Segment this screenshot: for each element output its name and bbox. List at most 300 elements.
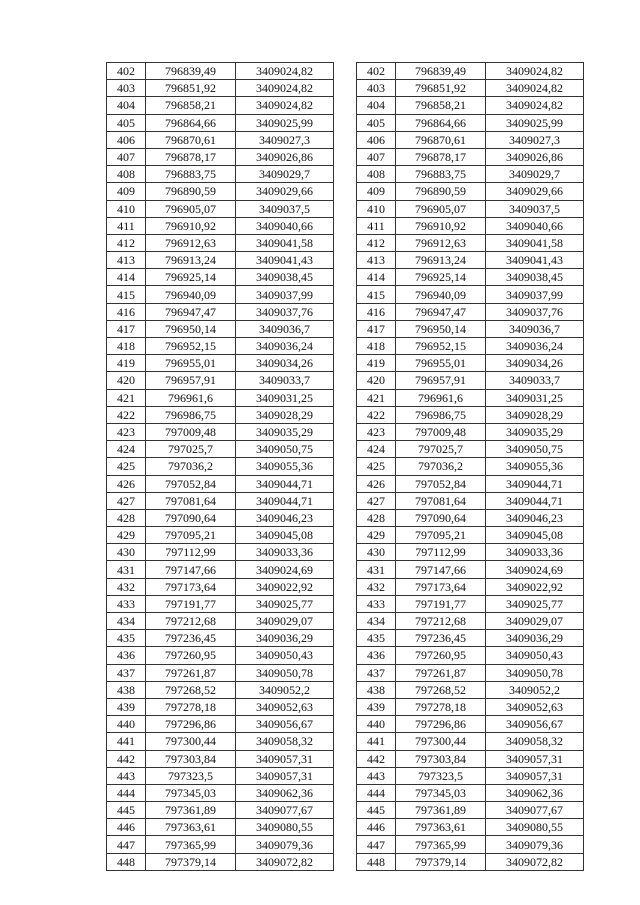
- x-coordinate-cell: 797323,5: [146, 767, 236, 784]
- point-number-cell: 411: [107, 217, 146, 234]
- x-coordinate-cell: 796955,01: [146, 355, 236, 372]
- point-number-cell: 408: [107, 166, 146, 183]
- y-coordinate-cell: 3409056,67: [236, 716, 334, 733]
- y-coordinate-cell: 3409036,24: [486, 338, 584, 355]
- table-row: [357, 303, 584, 320]
- table-row: [357, 441, 584, 458]
- y-coordinate-cell: 3409024,82: [486, 63, 584, 80]
- point-number-cell: 403: [357, 80, 396, 97]
- table-row: [107, 698, 334, 715]
- table-row: [357, 613, 584, 630]
- point-number-cell: 443: [107, 767, 146, 784]
- point-number-cell: 435: [357, 630, 396, 647]
- table-row: [107, 406, 334, 423]
- y-coordinate-cell: 3409035,29: [236, 423, 334, 440]
- y-coordinate-cell: 3409027,3: [486, 131, 584, 148]
- x-coordinate-cell: 797268,52: [396, 681, 486, 698]
- x-coordinate-cell: 796905,07: [396, 200, 486, 217]
- y-coordinate-cell: 3409025,99: [236, 114, 334, 131]
- table-row: [107, 475, 334, 492]
- y-coordinate-cell: 3409024,82: [486, 97, 584, 114]
- x-coordinate-cell: 796870,61: [396, 131, 486, 148]
- point-number-cell: 440: [357, 716, 396, 733]
- y-coordinate-cell: 3409057,31: [486, 750, 584, 767]
- x-coordinate-cell: 796839,49: [396, 63, 486, 80]
- x-coordinate-cell: 797191,77: [396, 595, 486, 612]
- y-coordinate-cell: 3409072,82: [486, 853, 584, 870]
- table-row: [107, 286, 334, 303]
- y-coordinate-cell: 3409031,25: [236, 389, 334, 406]
- y-coordinate-cell: 3409056,67: [486, 716, 584, 733]
- x-coordinate-cell: 797090,64: [146, 509, 236, 526]
- y-coordinate-cell: 3409024,82: [236, 63, 334, 80]
- table-row: [357, 97, 584, 114]
- point-number-cell: 445: [357, 802, 396, 819]
- x-coordinate-cell: 797009,48: [396, 423, 486, 440]
- x-coordinate-cell: 797379,14: [146, 853, 236, 870]
- y-coordinate-cell: 3409029,07: [236, 613, 334, 630]
- y-coordinate-cell: 3409035,29: [486, 423, 584, 440]
- point-number-cell: 405: [357, 114, 396, 131]
- table-row: [107, 492, 334, 509]
- x-coordinate-cell: 796940,09: [396, 286, 486, 303]
- y-coordinate-cell: 3409041,43: [486, 252, 584, 269]
- point-number-cell: 432: [357, 578, 396, 595]
- table-row: [107, 131, 334, 148]
- point-number-cell: 406: [357, 131, 396, 148]
- table-row: [107, 458, 334, 475]
- y-coordinate-cell: 3409057,31: [236, 750, 334, 767]
- point-number-cell: 429: [357, 527, 396, 544]
- point-number-cell: 414: [357, 269, 396, 286]
- point-number-cell: 430: [107, 544, 146, 561]
- x-coordinate-cell: 796961,6: [396, 389, 486, 406]
- x-coordinate-cell: 797147,66: [396, 561, 486, 578]
- table-row: [357, 527, 584, 544]
- table-row: [107, 423, 334, 440]
- point-number-cell: 445: [107, 802, 146, 819]
- y-coordinate-cell: 3409024,82: [236, 97, 334, 114]
- point-number-cell: 430: [357, 544, 396, 561]
- point-number-cell: 428: [107, 509, 146, 526]
- y-coordinate-cell: 3409022,92: [236, 578, 334, 595]
- x-coordinate-cell: 796955,01: [396, 355, 486, 372]
- x-coordinate-cell: 797112,99: [396, 544, 486, 561]
- table-row: [107, 114, 334, 131]
- y-coordinate-cell: 3409058,32: [486, 733, 584, 750]
- y-coordinate-cell: 3409026,86: [236, 148, 334, 165]
- table-row: [107, 784, 334, 801]
- y-coordinate-cell: 3409079,36: [486, 836, 584, 853]
- y-coordinate-cell: 3409037,76: [236, 303, 334, 320]
- point-number-cell: 420: [357, 372, 396, 389]
- point-number-cell: 418: [107, 338, 146, 355]
- x-coordinate-cell: 797025,7: [146, 441, 236, 458]
- point-number-cell: 436: [357, 647, 396, 664]
- point-number-cell: 413: [357, 252, 396, 269]
- table-row: [357, 664, 584, 681]
- table-row: [107, 355, 334, 372]
- table-row: [107, 80, 334, 97]
- table-row: [107, 252, 334, 269]
- table-row: [107, 372, 334, 389]
- table-row: [107, 183, 334, 200]
- y-coordinate-cell: 3409024,82: [236, 80, 334, 97]
- table-row: [107, 303, 334, 320]
- x-coordinate-cell: 796870,61: [146, 131, 236, 148]
- point-number-cell: 402: [107, 63, 146, 80]
- x-coordinate-cell: 796952,15: [146, 338, 236, 355]
- table-row: [357, 595, 584, 612]
- point-number-cell: 441: [107, 733, 146, 750]
- x-coordinate-cell: 797296,86: [146, 716, 236, 733]
- point-number-cell: 448: [107, 853, 146, 870]
- table-row: [357, 423, 584, 440]
- point-number-cell: 417: [107, 320, 146, 337]
- y-coordinate-cell: 3409036,7: [236, 320, 334, 337]
- y-coordinate-cell: 3409050,78: [236, 664, 334, 681]
- y-coordinate-cell: 3409036,29: [236, 630, 334, 647]
- point-number-cell: 427: [357, 492, 396, 509]
- point-number-cell: 424: [107, 441, 146, 458]
- x-coordinate-cell: 797090,64: [396, 509, 486, 526]
- point-number-cell: 419: [107, 355, 146, 372]
- table-row: [107, 681, 334, 698]
- x-coordinate-cell: 796864,66: [146, 114, 236, 131]
- point-number-cell: 409: [357, 183, 396, 200]
- point-number-cell: 429: [107, 527, 146, 544]
- point-number-cell: 432: [107, 578, 146, 595]
- point-number-cell: 415: [357, 286, 396, 303]
- x-coordinate-cell: 796910,92: [396, 217, 486, 234]
- y-coordinate-cell: 3409038,45: [486, 269, 584, 286]
- x-coordinate-cell: 796890,59: [146, 183, 236, 200]
- table-row: [357, 217, 584, 234]
- x-coordinate-cell: 797365,99: [146, 836, 236, 853]
- x-coordinate-cell: 797236,45: [396, 630, 486, 647]
- x-coordinate-cell: 796947,47: [146, 303, 236, 320]
- y-coordinate-cell: 3409024,69: [486, 561, 584, 578]
- coordinates-table-right: [356, 62, 584, 871]
- table-row: [357, 544, 584, 561]
- point-number-cell: 444: [107, 784, 146, 801]
- table-row: [357, 767, 584, 784]
- y-coordinate-cell: 3409037,99: [236, 286, 334, 303]
- y-coordinate-cell: 3409044,71: [236, 475, 334, 492]
- y-coordinate-cell: 3409044,71: [486, 475, 584, 492]
- point-number-cell: 410: [107, 200, 146, 217]
- table-row: [357, 286, 584, 303]
- table-row: [107, 544, 334, 561]
- table-row: [357, 819, 584, 836]
- y-coordinate-cell: 3409050,75: [486, 441, 584, 458]
- x-coordinate-cell: 797112,99: [146, 544, 236, 561]
- point-number-cell: 434: [357, 613, 396, 630]
- x-coordinate-cell: 797278,18: [396, 698, 486, 715]
- x-coordinate-cell: 797212,68: [396, 613, 486, 630]
- x-coordinate-cell: 797173,64: [396, 578, 486, 595]
- x-coordinate-cell: 797036,2: [146, 458, 236, 475]
- table-row: [107, 166, 334, 183]
- y-coordinate-cell: 3409033,36: [486, 544, 584, 561]
- table-row: [107, 320, 334, 337]
- point-number-cell: 411: [357, 217, 396, 234]
- point-number-cell: 403: [107, 80, 146, 97]
- y-coordinate-cell: 3409029,66: [486, 183, 584, 200]
- y-coordinate-cell: 3409052,2: [236, 681, 334, 698]
- table-row: [107, 200, 334, 217]
- x-coordinate-cell: 796883,75: [396, 166, 486, 183]
- table-row: [107, 767, 334, 784]
- y-coordinate-cell: 3409062,36: [236, 784, 334, 801]
- x-coordinate-cell: 796961,6: [146, 389, 236, 406]
- table-row: [357, 234, 584, 251]
- x-coordinate-cell: 797303,84: [396, 750, 486, 767]
- point-number-cell: 425: [107, 458, 146, 475]
- point-number-cell: 425: [357, 458, 396, 475]
- x-coordinate-cell: 797361,89: [146, 802, 236, 819]
- y-coordinate-cell: 3409044,71: [486, 492, 584, 509]
- table-row: [357, 63, 584, 80]
- point-number-cell: 433: [357, 595, 396, 612]
- x-coordinate-cell: 797261,87: [396, 664, 486, 681]
- x-coordinate-cell: 797236,45: [146, 630, 236, 647]
- y-coordinate-cell: 3409025,99: [486, 114, 584, 131]
- x-coordinate-cell: 796864,66: [396, 114, 486, 131]
- table-row: [357, 200, 584, 217]
- point-number-cell: 422: [107, 406, 146, 423]
- table-row: [357, 80, 584, 97]
- point-number-cell: 441: [357, 733, 396, 750]
- y-coordinate-cell: 3409029,7: [236, 166, 334, 183]
- y-coordinate-cell: 3409034,26: [486, 355, 584, 372]
- y-coordinate-cell: 3409024,82: [486, 80, 584, 97]
- point-number-cell: 446: [107, 819, 146, 836]
- y-coordinate-cell: 3409026,86: [486, 148, 584, 165]
- point-number-cell: 437: [357, 664, 396, 681]
- point-number-cell: 416: [357, 303, 396, 320]
- point-number-cell: 413: [107, 252, 146, 269]
- y-coordinate-cell: 3409080,55: [486, 819, 584, 836]
- y-coordinate-cell: 3409041,58: [236, 234, 334, 251]
- point-number-cell: 440: [107, 716, 146, 733]
- table-row: [357, 252, 584, 269]
- point-number-cell: 422: [357, 406, 396, 423]
- y-coordinate-cell: 3409050,75: [236, 441, 334, 458]
- point-number-cell: 412: [357, 234, 396, 251]
- point-number-cell: 417: [357, 320, 396, 337]
- point-number-cell: 444: [357, 784, 396, 801]
- table-row: [357, 750, 584, 767]
- y-coordinate-cell: 3409033,7: [486, 372, 584, 389]
- point-number-cell: 410: [357, 200, 396, 217]
- x-coordinate-cell: 796839,49: [146, 63, 236, 80]
- point-number-cell: 423: [357, 423, 396, 440]
- point-number-cell: 418: [357, 338, 396, 355]
- x-coordinate-cell: 796890,59: [396, 183, 486, 200]
- table-row: [107, 664, 334, 681]
- point-number-cell: 436: [107, 647, 146, 664]
- table-row: [357, 406, 584, 423]
- point-number-cell: 424: [357, 441, 396, 458]
- y-coordinate-cell: 3409052,2: [486, 681, 584, 698]
- point-number-cell: 409: [107, 183, 146, 200]
- y-coordinate-cell: 3409041,43: [236, 252, 334, 269]
- point-number-cell: 435: [107, 630, 146, 647]
- point-number-cell: 402: [357, 63, 396, 80]
- table-row: [357, 320, 584, 337]
- x-coordinate-cell: 797363,61: [146, 819, 236, 836]
- x-coordinate-cell: 797260,95: [146, 647, 236, 664]
- table-row: [107, 647, 334, 664]
- table-row: [357, 338, 584, 355]
- y-coordinate-cell: 3409027,3: [236, 131, 334, 148]
- y-coordinate-cell: 3409079,36: [236, 836, 334, 853]
- x-coordinate-cell: 797052,84: [146, 475, 236, 492]
- y-coordinate-cell: 3409080,55: [236, 819, 334, 836]
- point-number-cell: 431: [107, 561, 146, 578]
- x-coordinate-cell: 797296,86: [396, 716, 486, 733]
- y-coordinate-cell: 3409046,23: [486, 509, 584, 526]
- x-coordinate-cell: 796940,09: [146, 286, 236, 303]
- y-coordinate-cell: 3409022,92: [486, 578, 584, 595]
- table-row: [107, 97, 334, 114]
- x-coordinate-cell: 797009,48: [146, 423, 236, 440]
- table-row: [107, 509, 334, 526]
- table-row: [357, 114, 584, 131]
- point-number-cell: 420: [107, 372, 146, 389]
- table-row: [357, 183, 584, 200]
- x-coordinate-cell: 797363,61: [396, 819, 486, 836]
- point-number-cell: 406: [107, 131, 146, 148]
- y-coordinate-cell: 3409028,29: [236, 406, 334, 423]
- x-coordinate-cell: 796986,75: [396, 406, 486, 423]
- y-coordinate-cell: 3409024,69: [236, 561, 334, 578]
- x-coordinate-cell: 797323,5: [396, 767, 486, 784]
- table-row: [107, 613, 334, 630]
- table-row: [107, 750, 334, 767]
- table-row: [357, 166, 584, 183]
- table-row: [107, 217, 334, 234]
- point-number-cell: 414: [107, 269, 146, 286]
- y-coordinate-cell: 3409025,77: [236, 595, 334, 612]
- y-coordinate-cell: 3409045,08: [486, 527, 584, 544]
- table-row: [107, 527, 334, 544]
- y-coordinate-cell: 3409029,66: [236, 183, 334, 200]
- x-coordinate-cell: 796851,92: [146, 80, 236, 97]
- coordinates-table-left: [106, 62, 334, 871]
- y-coordinate-cell: 3409029,07: [486, 613, 584, 630]
- x-coordinate-cell: 796905,07: [146, 200, 236, 217]
- x-coordinate-cell: 797300,44: [146, 733, 236, 750]
- point-number-cell: 448: [357, 853, 396, 870]
- x-coordinate-cell: 797147,66: [146, 561, 236, 578]
- table-row: [107, 819, 334, 836]
- point-number-cell: 421: [107, 389, 146, 406]
- x-coordinate-cell: 796912,63: [146, 234, 236, 251]
- table-row: [357, 578, 584, 595]
- x-coordinate-cell: 797300,44: [396, 733, 486, 750]
- y-coordinate-cell: 3409050,43: [236, 647, 334, 664]
- table-row: [357, 630, 584, 647]
- y-coordinate-cell: 3409062,36: [486, 784, 584, 801]
- table-row: [107, 338, 334, 355]
- y-coordinate-cell: 3409052,63: [236, 698, 334, 715]
- point-number-cell: 439: [357, 698, 396, 715]
- point-number-cell: 404: [107, 97, 146, 114]
- x-coordinate-cell: 797268,52: [146, 681, 236, 698]
- x-coordinate-cell: 796950,14: [396, 320, 486, 337]
- x-coordinate-cell: 797345,03: [146, 784, 236, 801]
- y-coordinate-cell: 3409050,43: [486, 647, 584, 664]
- x-coordinate-cell: 796910,92: [146, 217, 236, 234]
- point-number-cell: 442: [107, 750, 146, 767]
- x-coordinate-cell: 796851,92: [396, 80, 486, 97]
- point-number-cell: 404: [357, 97, 396, 114]
- x-coordinate-cell: 796986,75: [146, 406, 236, 423]
- y-coordinate-cell: 3409037,99: [486, 286, 584, 303]
- y-coordinate-cell: 3409045,08: [236, 527, 334, 544]
- x-coordinate-cell: 796957,91: [146, 372, 236, 389]
- point-number-cell: 407: [357, 148, 396, 165]
- y-coordinate-cell: 3409044,71: [236, 492, 334, 509]
- x-coordinate-cell: 796858,21: [396, 97, 486, 114]
- y-coordinate-cell: 3409050,78: [486, 664, 584, 681]
- point-number-cell: 423: [107, 423, 146, 440]
- x-coordinate-cell: 797173,64: [146, 578, 236, 595]
- y-coordinate-cell: 3409036,29: [486, 630, 584, 647]
- table-row: [107, 63, 334, 80]
- point-number-cell: 426: [357, 475, 396, 492]
- table-row: [357, 698, 584, 715]
- table-row: [357, 716, 584, 733]
- y-coordinate-cell: 3409055,36: [486, 458, 584, 475]
- table-row: [357, 681, 584, 698]
- y-coordinate-cell: 3409034,26: [236, 355, 334, 372]
- table-row: [357, 355, 584, 372]
- point-number-cell: 446: [357, 819, 396, 836]
- point-number-cell: 433: [107, 595, 146, 612]
- x-coordinate-cell: 796957,91: [396, 372, 486, 389]
- table-row: [357, 561, 584, 578]
- x-coordinate-cell: 797025,7: [396, 441, 486, 458]
- y-coordinate-cell: 3409077,67: [486, 802, 584, 819]
- y-coordinate-cell: 3409028,29: [486, 406, 584, 423]
- y-coordinate-cell: 3409037,5: [486, 200, 584, 217]
- y-coordinate-cell: 3409040,66: [236, 217, 334, 234]
- y-coordinate-cell: 3409057,31: [236, 767, 334, 784]
- y-coordinate-cell: 3409077,67: [236, 802, 334, 819]
- x-coordinate-cell: 797365,99: [396, 836, 486, 853]
- x-coordinate-cell: 797278,18: [146, 698, 236, 715]
- y-coordinate-cell: 3409037,5: [236, 200, 334, 217]
- table-row: [107, 561, 334, 578]
- table-row: [107, 441, 334, 458]
- point-number-cell: 447: [107, 836, 146, 853]
- table-row: [107, 836, 334, 853]
- x-coordinate-cell: 797345,03: [396, 784, 486, 801]
- point-number-cell: 443: [357, 767, 396, 784]
- table-row: [107, 389, 334, 406]
- point-number-cell: 412: [107, 234, 146, 251]
- y-coordinate-cell: 3409033,36: [236, 544, 334, 561]
- x-coordinate-cell: 797081,64: [396, 492, 486, 509]
- x-coordinate-cell: 796913,24: [396, 252, 486, 269]
- y-coordinate-cell: 3409052,63: [486, 698, 584, 715]
- x-coordinate-cell: 797212,68: [146, 613, 236, 630]
- x-coordinate-cell: 797261,87: [146, 664, 236, 681]
- x-coordinate-cell: 797379,14: [396, 853, 486, 870]
